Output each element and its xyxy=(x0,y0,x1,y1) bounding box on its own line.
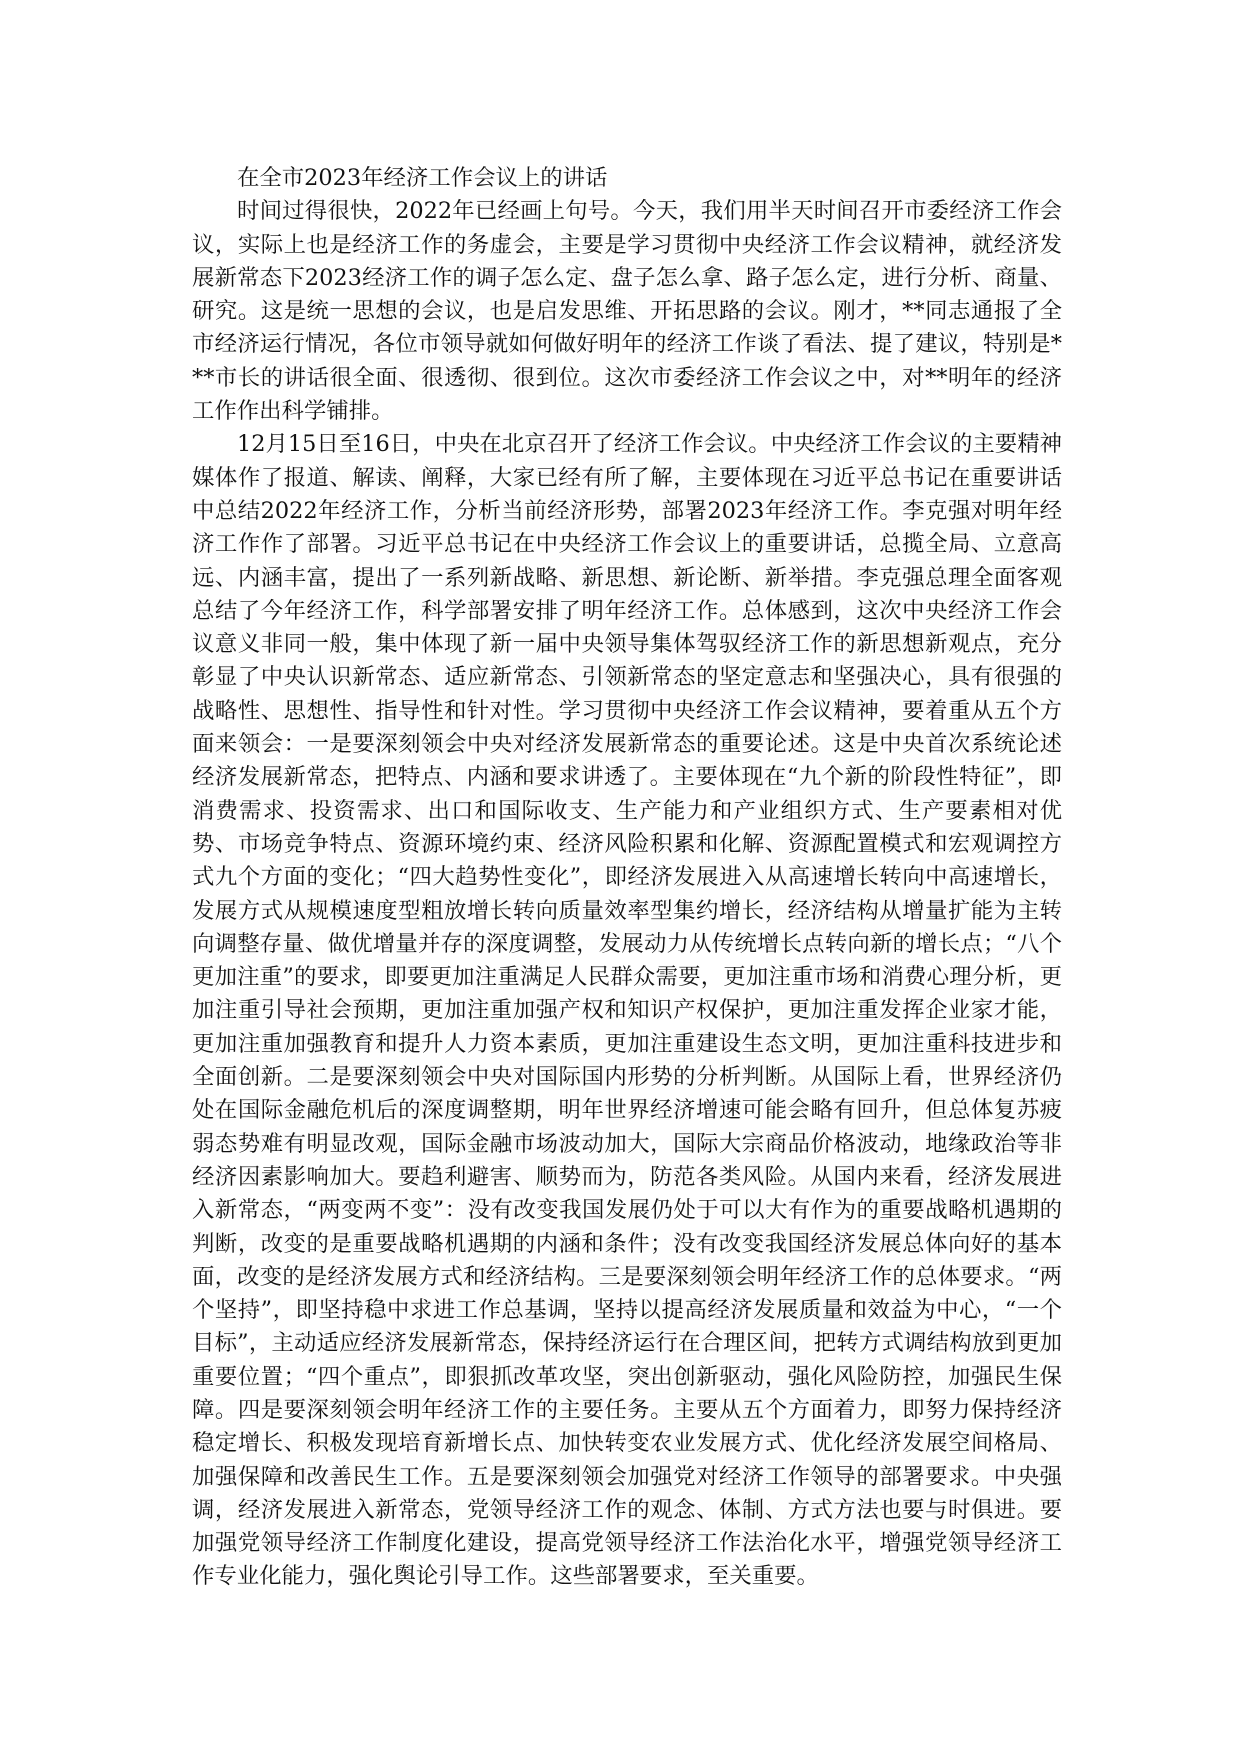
paragraph-opening: 时间过得很快，2022年已经画上句号。今天，我们用半天时间召开市委经济工作会议，实际上也是经济工作的务虚会，主要是学习贯彻中央经济工作会议精神，就经济发展新常态下2023经济工作的调子怎么定、盘子怎么拿、路子怎么定，进行分析、商量、研究。这是统一思想的会议，也是启发思维、开拓思路的会议。刚才，**同志通报了全市经济运行情况，各位市领导就如何做好明年的经济工作谈了看法、提了建议，特别是***市长的讲话很全面、很透彻、很到位。这次市委经济工作会议之中，对**明年的经济工作作出科学铺排。 xyxy=(192,198,1062,425)
document-body xyxy=(192,162,1062,1594)
paragraph-central-meeting: 12月15日至16日，中央在北京召开了经济工作会议。中央经济工作会议的主要精神媒体作了报道、解读、阐释，大家已经有所了解，主要体现在习近平总书记在重要讲话中总结2022年经济工作，分析当前经济形势，部署2023年经济工作。李克强对明年经济工作作了部署。习近平总书记在中央经济工作会议上的重要讲话，总揽全局、立意高远、内涵丰富，提出了一系列新战略、新思想、新论断、新举措。李克强总理全面客观总结了今年经济工作，科学部署安排了明年经济工作。总体感到，这次中央经济工作会议意义非同一般，集中体现了新一届中央领导集体驾驭经济工作的新思想新观点，充分彰显了中央认识新常态、适应新常态、引领新常态的坚定意志和坚强决心，具有很强的战略性、思想性、指导性和针对性。学习贯彻中央经济工作会议精神，要着重从五个方面来领会：一是要深刻领会中央对经济发展新常态的重要论述。这是中央首次系统论述经济发展新常态，把特点、内涵和要求讲透了。主要体现在“九个新的阶段性特征”，即消费需求、投资需求、出口和国际收支、生产能力和产业组织方式、生产要素相对优势、市场竞争特点、资源环境约束、经济风险积累和化解、资源配置模式和宏观调控方式九个方面的变化；“四大趋势性变化”，即经济发展进入从高速增长转向中高速增长，发展方式从规模速度型粗放增长转向质量效率型集约增长，经济结构从增量扩能为主转向调整存量、做优增量并存的深度调整，发展动力从传统增长点转向新的增长点；“八个更加注重”的要求，即要更加注重满足人民群众需要，更加注重市场和消费心理分析，更加注重引导社会预期，更加注重加强产权和知识产权保护，更加注重发挥企业家才能，更加注重加强教育和提升人力资本素质，更加注重建设生态文明，更加注重科技进步和全面创新。二是要深刻领会中央对国际国内形势的分析判断。从国际上看，世界经济仍处在国际金融危机后的深度调整期，明年世界经济增速可能会略有回升，但总体复苏疲弱态势难有明显改观，国际金融市场波动加大，国际大宗商品价格波动，地缘政治等非经济因素影响加大。要趋利避害、顺势而为，防范各类风险。从国内来看，经济发展进入新常态，“两变两不变”：没有改变我国发展仍处于可以大有作为的重要战略机遇期的判断，改变的是重要战略机遇期的内涵和条件；没有改变我国经济发展总体向好的基本面，改变的是经济发展方式和经济结构。三是要深刻领会明年经济工作的总体要求。“两个坚持”，即坚持稳中求进工作总基调，坚持以提高经济发展质量和效益为中心，“一个目标”，主动适应经济发展新常态，保持经济运行在合理区间，把转方式调结构放到更加重要位置；“四个重点”，即狠抓改革攻坚，突出创新驱动，强化风险防控，加强民生保障。四是要深刻领会明年经济工作的主要任务。主要从五个方面着力，即努力保持经济稳定增长、积极发现培育新增长点、加快转变农业发展方式、优化经济发展空间格局、加强保障和改善民生工作。五是要深刻领会加强党对经济工作领导的部署要求。中央强调，经济发展进入新常态，党领导经济工作的观念、体制、方式方法也要与时俱进。要加强党领导经济工作制度化建设，提高党领导经济工作法治化水平，增强党领导经济工作专业化能力，强化舆论引导工作。这些部署要求，至关重要。 xyxy=(192,431,1062,1590)
document-title: 在全市2023年经济工作会议上的讲话 xyxy=(237,165,608,191)
